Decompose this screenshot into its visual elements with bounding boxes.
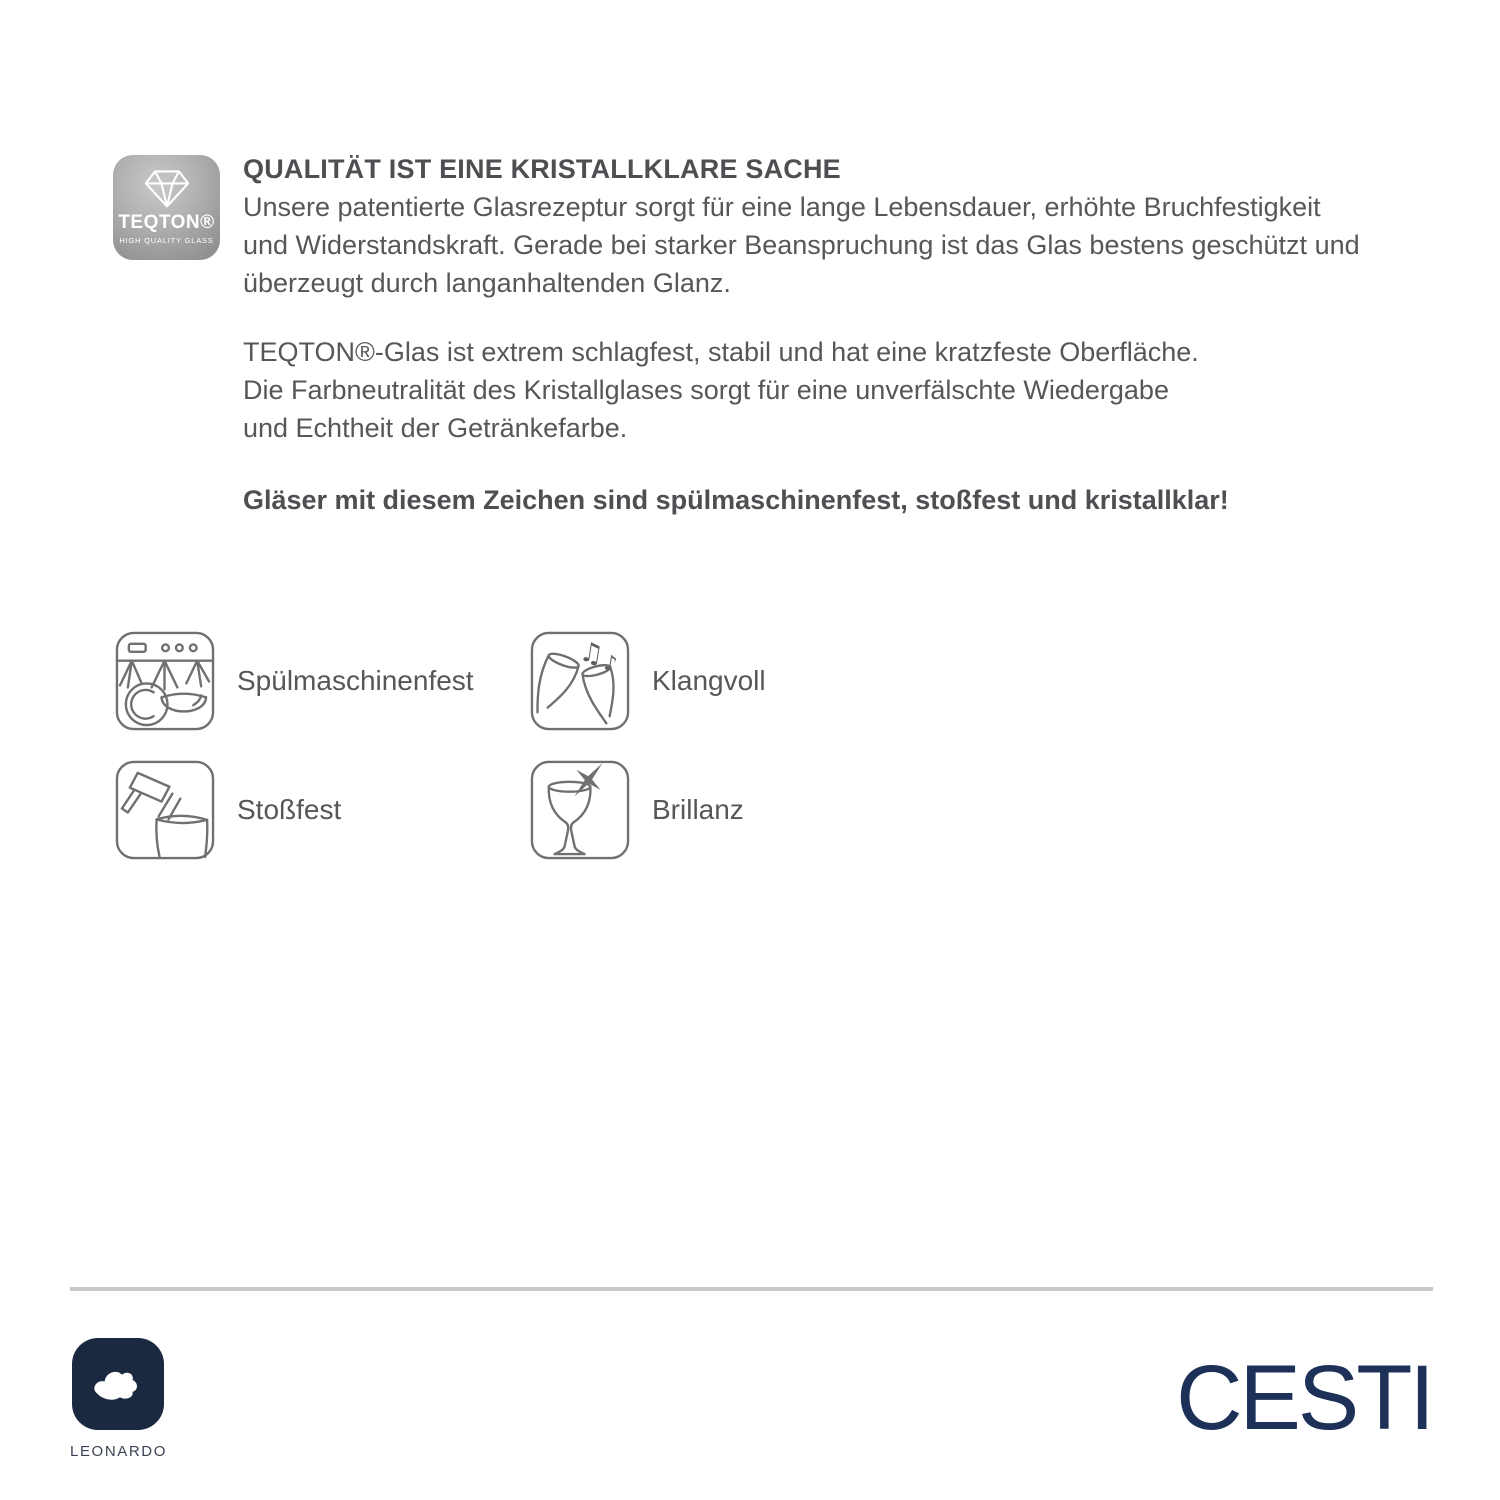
brand-name: LEONARDO (70, 1443, 167, 1460)
headline: QUALITÄT IST EINE KRISTALLKLARE SACHE (243, 154, 841, 184)
leonardo-logo (72, 1338, 164, 1430)
badge-title: TEQTON® (118, 212, 215, 233)
bold-note: Gläser mit diesem Zeichen sind spülmaschinenfest, stoßfest und kristallklar! (243, 485, 1229, 515)
footer-divider (70, 1287, 1433, 1291)
badge-subtitle: HIGH QUALITY GLASS (119, 236, 214, 245)
music-notes-icon: ♫ (577, 636, 606, 671)
dishwasher-icon (113, 628, 217, 734)
feature-dishwasher-safe (113, 628, 474, 734)
hammer-glass-icon (113, 757, 217, 863)
feature-label: Brillanz (652, 794, 744, 825)
paragraph-2-line: Die Farbneutralität des Kristallglases sorgt für eine unverfälschte Wiedergabe (243, 375, 1169, 405)
paragraph-1-line: überzeugt durch langanhaltenden Glanz. (243, 268, 731, 298)
clinking-glasses-icon (528, 628, 632, 734)
sparkling-glass-icon (528, 757, 632, 863)
paragraph-1-line: und Widerstandskraft. Gerade bei starker Beanspruchung ist das Glas bestens geschützt und (243, 230, 1360, 260)
diamond-icon (138, 165, 196, 211)
cloud-icon (83, 1351, 153, 1417)
feature-brilliance (528, 757, 744, 863)
intro-copy (243, 150, 1443, 519)
product-name: CESTI (1176, 1347, 1432, 1449)
feature-label: Klangvoll (652, 665, 766, 696)
paragraph-1 (243, 188, 1443, 302)
feature-impact-resistant (113, 757, 341, 863)
teqton-badge (113, 155, 220, 260)
feature-sonorous (528, 628, 766, 734)
music-note-icon: ♪ (602, 650, 619, 677)
paragraph-2 (243, 333, 1443, 447)
paragraph-2-line: TEQTON®-Glas ist extrem schlagfest, stabil und hat eine kratzfeste Oberfläche. (243, 337, 1199, 367)
paragraph-2-line: und Echtheit der Getränkefarbe. (243, 413, 628, 443)
paragraph-1-line: Unsere patentierte Glasrezeptur sorgt für eine lange Lebensdauer, erhöhte Bruchfestigkeit (243, 192, 1321, 222)
feature-label: Stoßfest (237, 794, 342, 825)
feature-label: Spülmaschinenfest (237, 665, 474, 696)
